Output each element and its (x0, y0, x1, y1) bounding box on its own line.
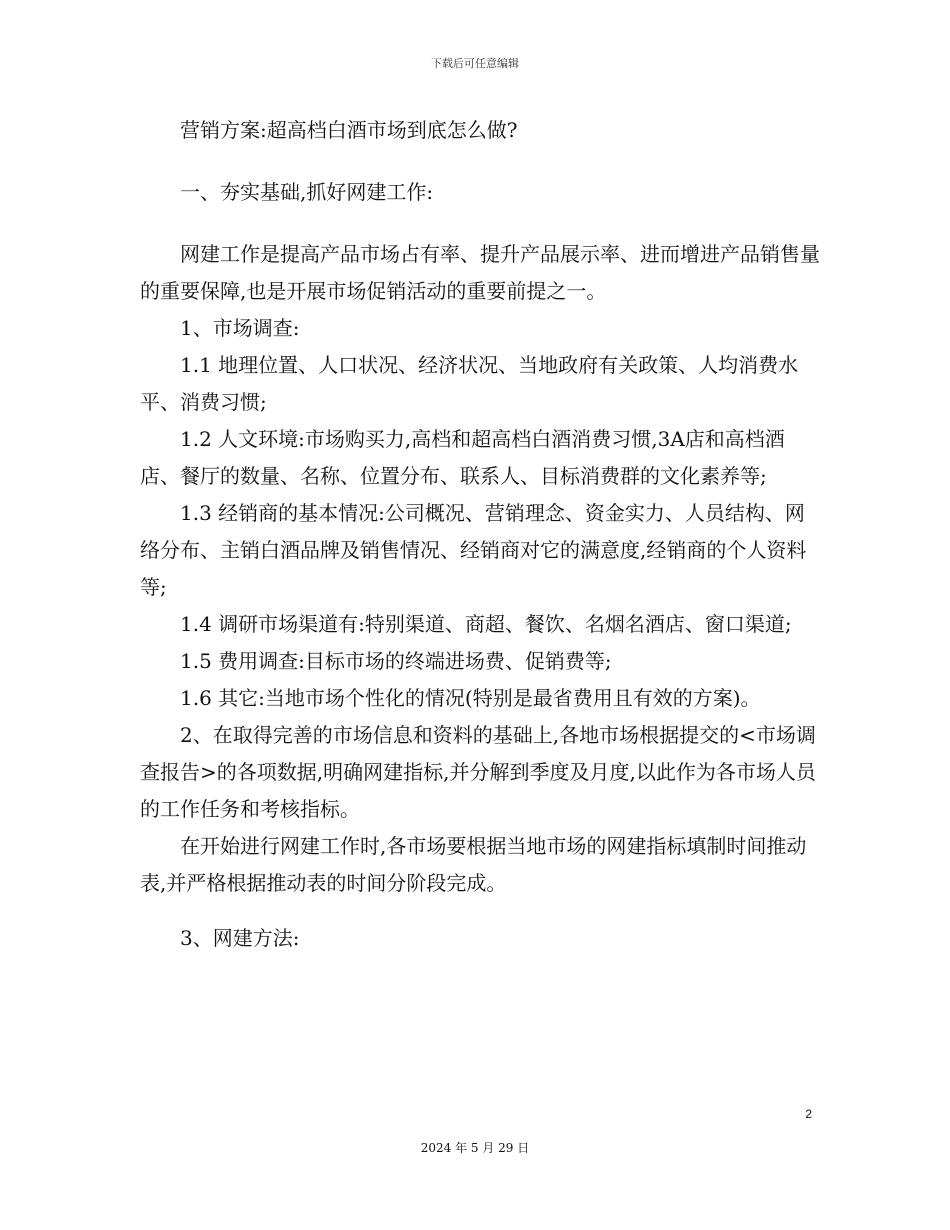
note-paragraph: 在开始进行网建工作时,各市场要根据当地市场的网建指标填制时间推动表,并严格根据推动表的时间分阶段完成。 (140, 834, 807, 895)
document-title: 营销方案:超高档白酒市场到底怎么做? (180, 118, 518, 142)
item-heading: 3、网建方法: (180, 926, 300, 950)
section-heading: 一、夯实基础,抓好网建工作: (180, 180, 434, 204)
item-paragraph: 2、在取得完善的市场信息和资料的基础上,各地市场根据提交的<市场调查报告>的各项数据,明确网建指标,并分解到季度及月度,以此作为各市场人员的工作任务和考核指标。 (140, 723, 816, 821)
document-body (140, 112, 820, 957)
item-heading: 1、市场调查: (180, 316, 300, 340)
sub-item: 1.2 人文环境:市场购买力,高档和超高档白酒消费习惯,3A店和高档酒店、餐厅的数量、名称、位置分布、联系人、目标消费群的文化素养等; (140, 427, 785, 488)
sub-item: 1.3 经销商的基本情况:公司概况、营销理念、资金实力、人员结构、网络分布、主销白酒品牌及销售情况、经销商对它的满意度,经销商的个人资料等; (140, 501, 807, 599)
sub-item: 1.5 费用调查:目标市场的终端进场费、促销费等; (180, 649, 612, 673)
sub-item: 1.6 其它:当地市场个性化的情况(特别是最省费用且有效的方案)。 (180, 686, 761, 710)
sub-item: 1.4 调研市场渠道有:特别渠道、商超、餐饮、名烟名酒店、窗口渠道; (180, 612, 792, 636)
sub-item: 1.1 地理位置、人口状况、经济状况、当地政府有关政策、人均消费水平、消费习惯; (140, 353, 799, 414)
page-footer-date: 2024 年 5 月 29 日 (420, 1141, 530, 1155)
page-number: 2 (805, 1107, 812, 1121)
intro-paragraph: 网建工作是提高产品市场占有率、提升产品展示率、进而增进产品销售量的重要保障,也是开展市场促销活动的重要前提之一。 (140, 242, 820, 303)
page-header: 下载后可任意编辑 (431, 57, 519, 70)
